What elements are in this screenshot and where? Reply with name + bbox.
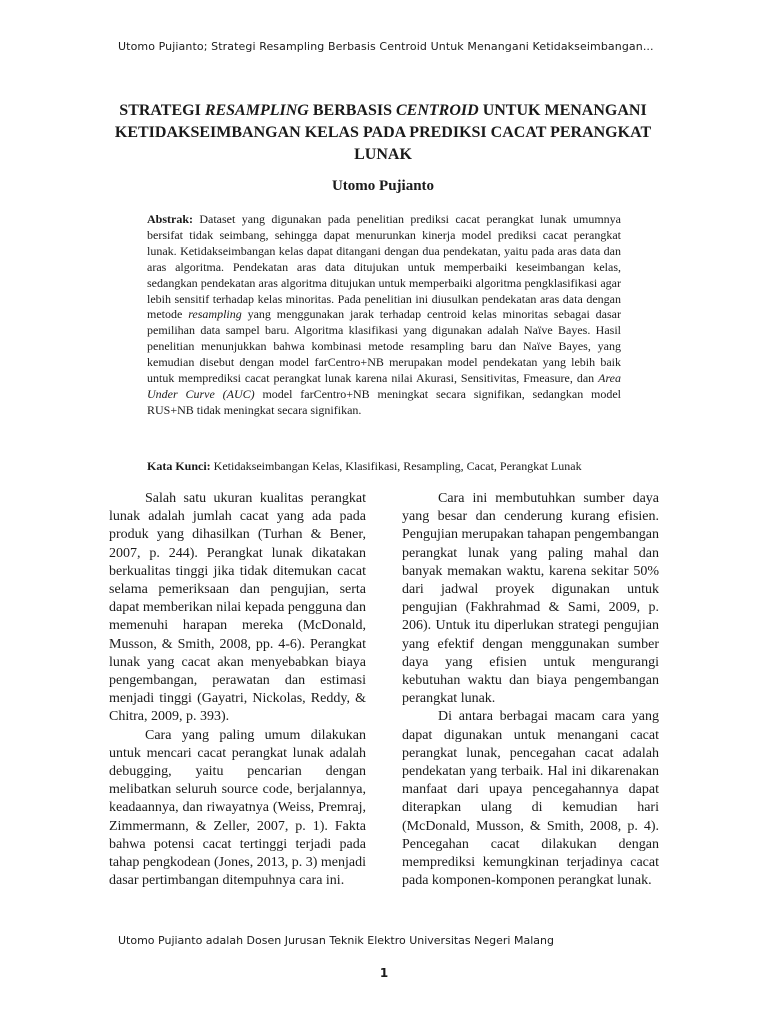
title-italic-resampling: RESAMPLING [204,102,309,119]
title-part: UNTUK MENANGANI KETIDAKSEIMBANGAN KELAS PADA PREDIKSI CACAT PERANGKAT LUNAK [114,102,652,163]
title-part: STRATEGI [119,102,205,119]
abstract-italic-term: resampling [188,307,242,322]
abstract-text: yang menggunakan jarak terhadap centroid kelas minoritas sebagai dasar pemilihan data sampel baru. Algoritma klasifikasi yang digunakan adalah Naïve Bayes. Hasil penelitian menunjukkan bahwa kombinasi metode resampling baru dan Naïve Bayes, yang kemudian disebut dengan model farCentro+NB merupakan model pendekatan yang lebih baik untuk memprediksi cacat perangkat lunak karena nilai Akurasi, Sensitivitas, Fmeasure, dan [147,307,622,386]
abstract-italic-term: Area Under Curve (AUC) [147,371,621,401]
body-paragraph: Cara yang paling umum dilakukan untuk mencari cacat perangkat lunak adalah debugging, yaitu pencarian dengan melibatkan seluruh source code, berjalannya, keadaannya, dan riwayatnya (Weiss, Premraj, Zimmermann, & Zeller, 2007, p. 1). Fakta bahwa potensi cacat tertinggi terjadi pada tahap pengkodean (Jones, 2013, p. 3) menjadi dasar pertimbangan ditempuhnya cara ini. [109,727,366,889]
abstract-text: model farCentro+NB meningkat secara signifikan, sedangkan model RUS+NB tidak meningkat secara signifikan. [147,386,622,417]
body-paragraph: Salah satu ukuran kualitas perangkat lunak adalah jumlah cacat yang ada pada produk yang dihasilkan (Turhan & Bener, 2007, p. 244). Perangkat lunak dikatakan berkualitas tinggi jika tidak ditemukan cacat selama pemeriksaan dan pengujian, serta dapat memberikan nilai kepada pengguna dan memenuhi harapan mereka (McDonald, Musson, & Smith, 2008, pp. 4-6). Perangkat lunak yang cacat akan menyebabkan biaya pengembangan, perawatan dan estimasi menjadi tinggi (Gayatri, Nickolas, Reddy, & Chitra, 2009, p. 393). [109,491,366,725]
author-affiliation-footnote: Utomo Pujianto adalah Dosen Jurusan Teknik Elektro Universitas Negeri Malang [118,934,554,947]
abstract-text: Dataset yang digunakan pada penelitian prediksi cacat perangkat lunak umumnya bersifat tidak seimbang, sehingga dapat menurunkan kinerja model prediksi cacat perangkat lunak. Ketidakseimbangan kelas dapat ditangani dengan dua pendekatan, yaitu pada aras data dan aras algoritma. Pendekatan aras data ditujukan untuk memperbaiki keseimbangan kelas, sedangkan pendekatan aras algoritma ditujukan untuk memperbaiki algoritma pengklasifikasi agar lebih sensitif terhadap kelas minoritas. Pada penelitian ini diusulkan pendekatan aras data dengan metode [147,212,621,322]
title-italic-centroid: CENTROID [396,102,479,119]
body-right-column [402,490,659,890]
author-name: Utomo Pujianto [331,178,435,194]
keywords [147,458,621,474]
abstract-label: Abstrak: [147,212,194,226]
running-header: Utomo Pujianto; Strategi Resampling Berbasis Centroid Untuk Menangani Ketidakseimbangan... [118,40,654,53]
abstract [147,212,621,419]
page-number: 1 [379,966,389,980]
keywords-text: Ketidakseimbangan Kelas, Klasifikasi, Resampling, Cacat, Perangkat Lunak [210,459,582,473]
title-part: BERBASIS [308,102,396,119]
body-paragraph: Cara ini membutuhkan sumber daya yang besar dan cenderung kurang efisien. Pengujian merupakan tahapan pengembangan perangkat lunak yang paling mahal dan banyak memakan waktu, karena sekitar 50% dari jadwal proyek digunakan untuk pengujian (Fakhrahmad & Sami, 2009, p. 206). Untuk itu diperlukan strategi pengujian yang efektif dengan menggunakan sumber daya yang efisien untuk mengurangi kebutuhan waktu dan biaya pengembangan perangkat lunak. [402,491,659,707]
paper-title [100,100,666,166]
body-left-column [109,490,366,890]
keywords-label: Kata Kunci: [147,459,211,473]
body-paragraph: Di antara berbagai macam cara yang dapat digunakan untuk menangani cacat perangkat lunak, pencegahan cacat adalah pendekatan yang terbaik. Hal ini dikarenakan manfaat dari upaya pencegahannya dapat diterapkan ulang di kemudian hari (McDonald, Musson, & Smith, 2008, p. 4). Pencegahan cacat dilakukan dengan memprediksi kemungkinan terjadinya cacat pada komponen-komponen perangkat lunak. [402,709,659,889]
